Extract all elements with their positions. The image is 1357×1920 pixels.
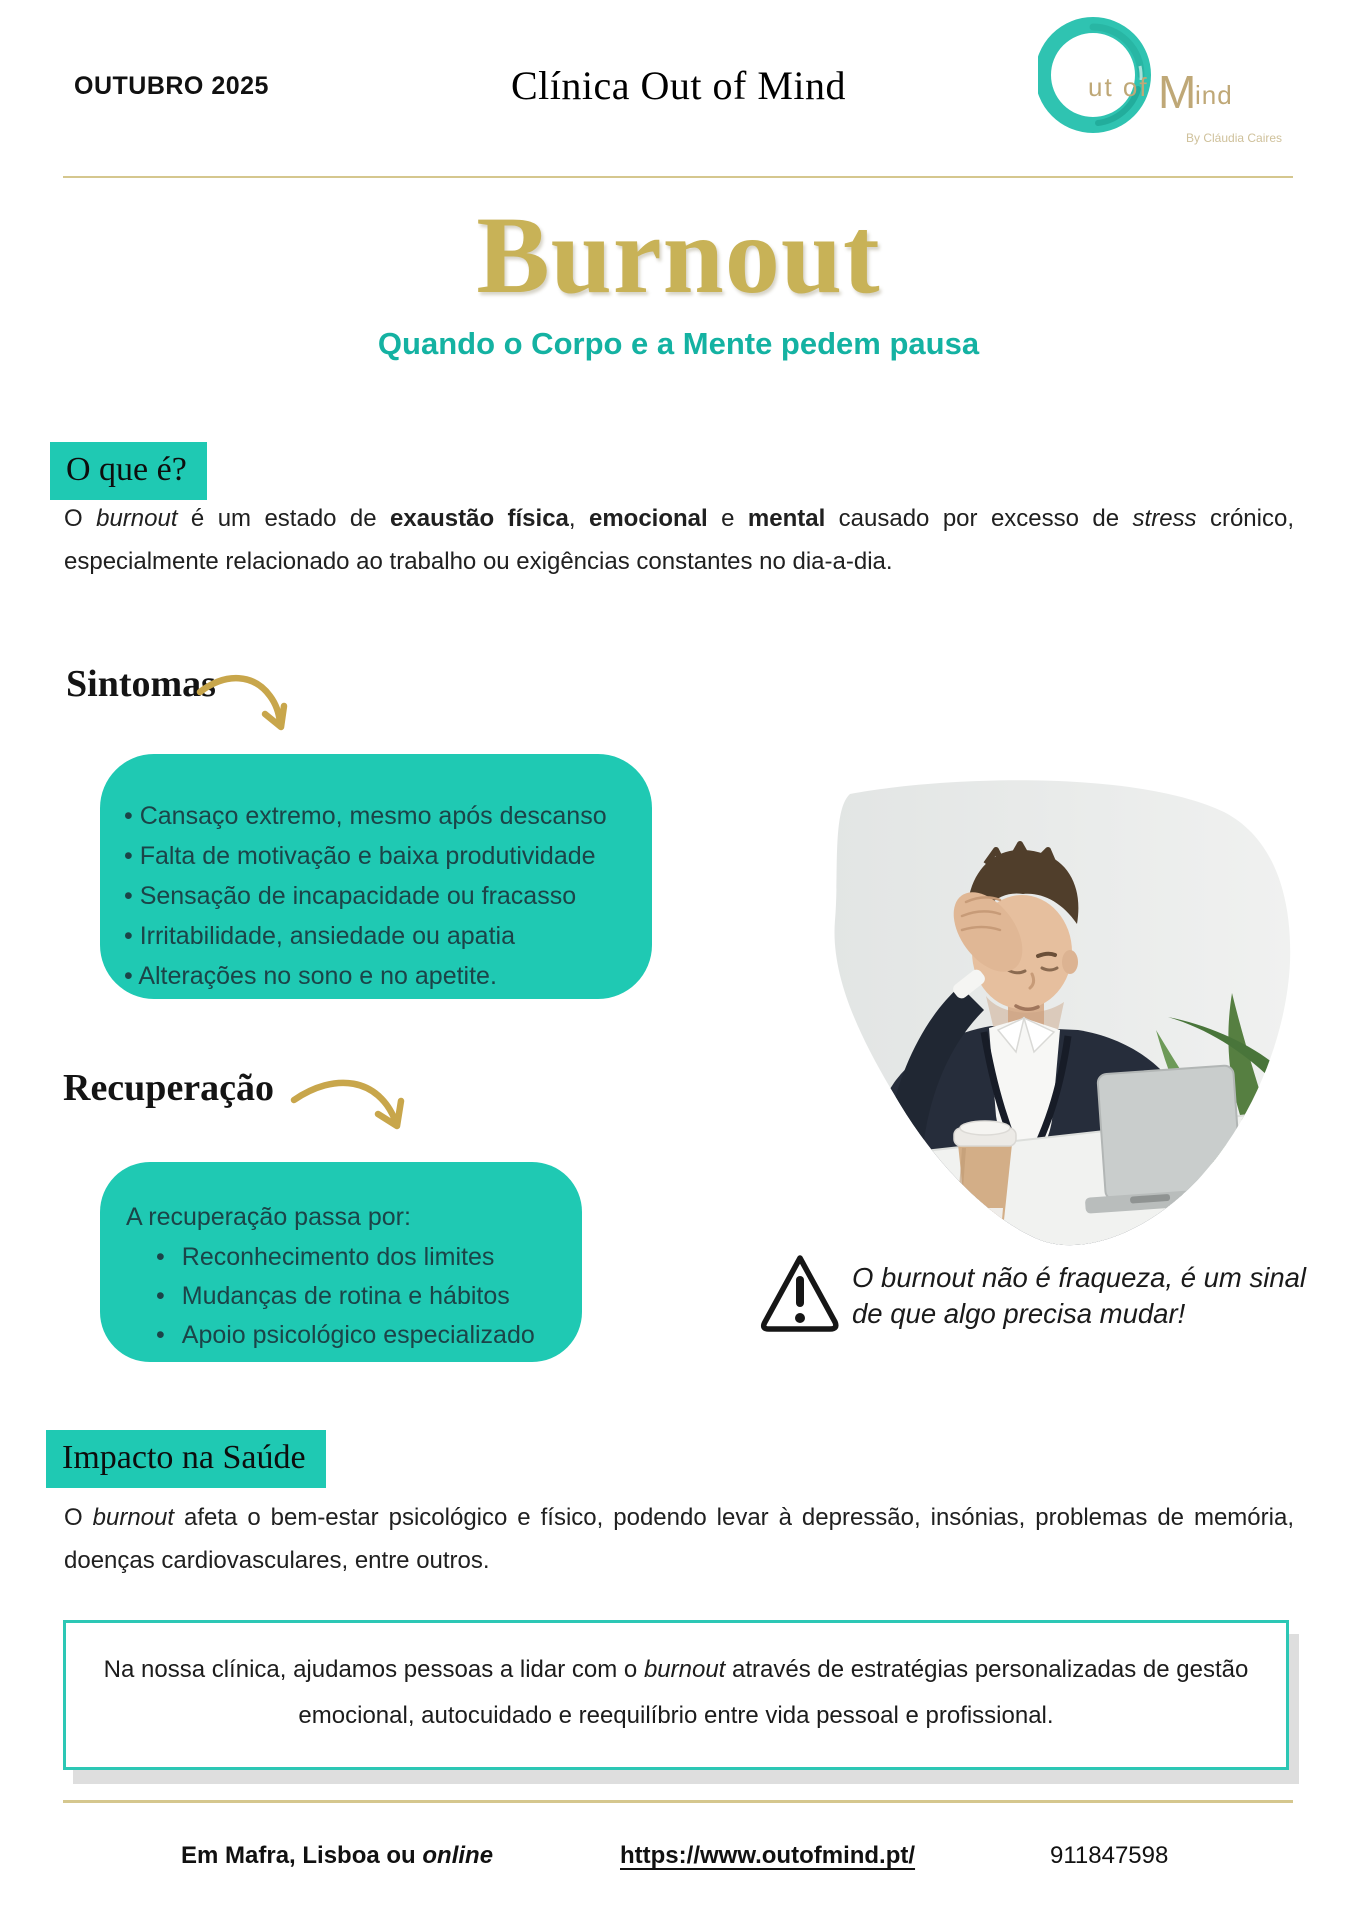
curved-arrow-icon: [196, 666, 288, 746]
recovery-item: • Mudanças de rotina e hábitos: [156, 1277, 564, 1316]
symptom-item: • Sensação de incapacidade ou fracasso: [120, 876, 634, 916]
clinic-message-text: Na nossa clínica, ajudamos pessoas a lidar com o burnout através de estratégias personalizadas de gestão emocional, autocuidado e reequilíbrio entre vida pessoal e profissional.: [103, 1656, 1249, 1729]
logo-text-m: M: [1158, 66, 1197, 118]
section-heading-symptoms: Sintomas: [66, 663, 216, 705]
what-is-paragraph: O burnout é um estado de exaustão física, emocional e mental causado por excesso de stress crónico, especialmente relacionado ao trabalho ou exigências constantes no dia-a-dia.: [64, 505, 1295, 575]
recovery-box: [100, 1162, 582, 1362]
recovery-item: • Reconhecimento dos limites: [156, 1238, 564, 1277]
logo-text-ind: ind: [1195, 80, 1233, 110]
issue-date: OUTUBRO 2025: [74, 72, 269, 100]
symptom-item: • Alterações no sono e no apetite.: [120, 956, 634, 996]
clinic-logo: [1038, 14, 1288, 159]
footer-location: Em Mafra, Lisboa ou online: [181, 1842, 494, 1869]
symptoms-box: [100, 754, 652, 999]
clinic-name: Clínica Out of Mind: [510, 63, 847, 108]
warning-text: O burnout não é fraqueza, é um sinal de que algo precisa mudar!: [852, 1262, 1307, 1329]
logo-text-ut-of: ut of: [1088, 72, 1149, 102]
curved-arrow-icon: [290, 1070, 412, 1150]
recovery-intro: A recuperação passa por:: [126, 1203, 411, 1231]
section-heading-impact: Impacto na Saúde: [46, 1430, 326, 1488]
divider-line-bottom: [63, 1800, 1293, 1803]
page-subtitle: Quando o Corpo e a Mente pedem pausa: [377, 326, 980, 361]
divider-line-top: [63, 176, 1293, 178]
symptom-item: • Falta de motivação e baixa produtividade: [120, 836, 634, 876]
logo-byline: By Cláudia Caires: [1186, 131, 1283, 145]
warning-triangle-icon: [758, 1250, 842, 1342]
recovery-item: • Apoio psicológico especializado: [156, 1316, 564, 1355]
phone-on-desk: [826, 1199, 877, 1231]
symptom-item: • Irritabilidade, ansiedade ou apatia: [120, 916, 634, 956]
section-heading-recovery: Recuperação: [63, 1067, 275, 1109]
section-heading-what-is: O que é?: [50, 442, 207, 500]
clinic-message-box: [63, 1620, 1289, 1770]
page-title: Burnout: [476, 194, 881, 316]
symptom-item: • Cansaço extremo, mesmo após descanso: [120, 796, 634, 836]
footer-phone: 911847598: [1050, 1842, 1169, 1869]
impact-paragraph: O burnout afeta o bem-estar psicológico e físico, podendo levar à depressão, insónias, problemas de memória, doenças cardiovasculares, entre outros.: [64, 1504, 1294, 1574]
website-link[interactable]: https://www.outofmind.pt/: [620, 1842, 916, 1869]
stressed-man-photo: [826, 780, 1293, 1252]
recovery-list: [126, 1238, 564, 1355]
symptoms-list: [120, 796, 634, 996]
